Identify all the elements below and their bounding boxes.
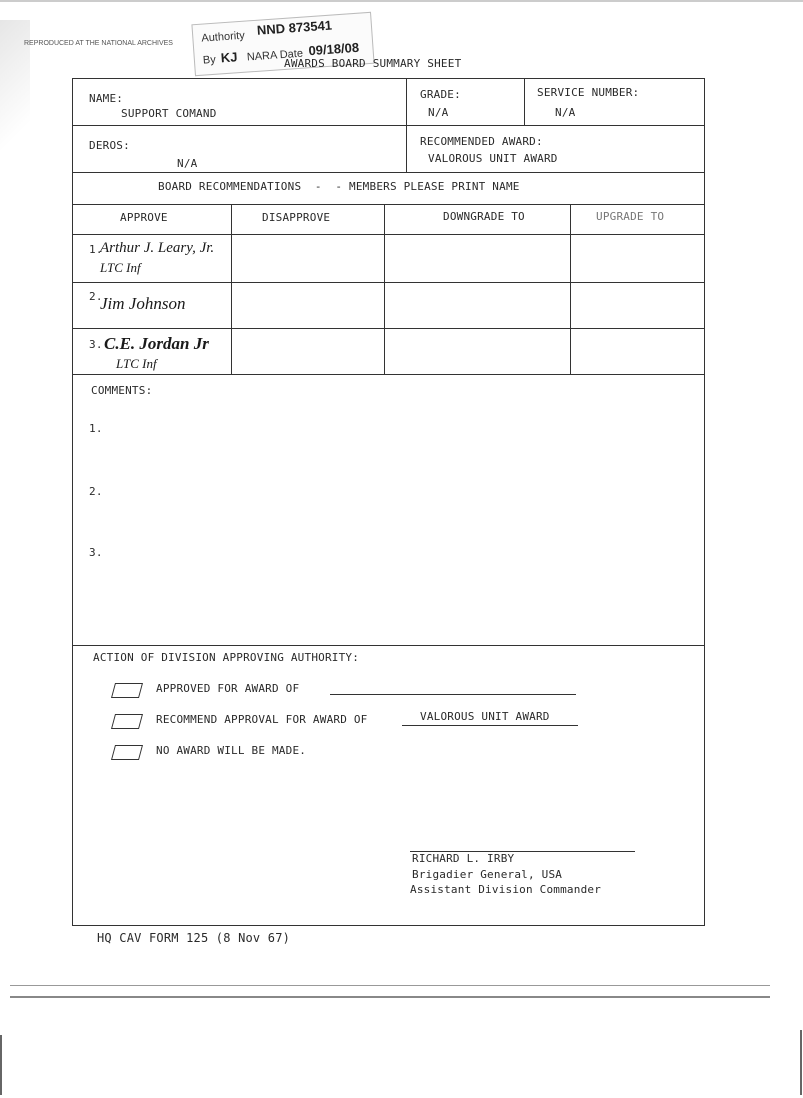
signer-role: Assistant Division Commander — [410, 883, 602, 896]
rule-comments-bottom — [72, 645, 705, 646]
deros-label: DEROS: — [89, 139, 130, 152]
row-number: 2. — [89, 290, 103, 303]
rule-board-bottom — [72, 204, 705, 205]
nara-date-label: NARA Date — [246, 47, 304, 64]
board-recommendations: BOARD RECOMMENDATIONS - - MEMBERS PLEASE PRINT NAME — [158, 180, 520, 193]
approver-rank: LTC Inf — [100, 260, 141, 275]
divider-col3 — [570, 204, 571, 374]
form-footer: HQ CAV FORM 125 (8 Nov 67) — [97, 931, 291, 945]
approved-checkbox[interactable] — [111, 683, 143, 698]
recommended-award-label: RECOMMENDED AWARD: — [420, 135, 543, 148]
approver-signature: Arthur J. Leary, Jr. — [100, 240, 215, 256]
by-label: By — [202, 53, 217, 67]
recommended-award-value: VALOROUS UNIT AWARD — [428, 152, 558, 165]
approver-signature: C.E. Jordan Jr — [104, 334, 209, 353]
rule-name-bottom — [72, 125, 705, 126]
grade-value: N/A — [428, 106, 449, 119]
comment-item: 2. — [89, 485, 103, 498]
comments-label: COMMENTS: — [91, 384, 153, 397]
col-header-approve: APPROVE — [120, 211, 168, 224]
signer-title: Brigadier General, USA — [412, 868, 563, 881]
service-number-label: SERVICE NUMBER: — [537, 86, 640, 99]
rule-row1-bottom — [72, 282, 705, 283]
scan-edge-right — [800, 1030, 802, 1095]
approved-award-line[interactable] — [330, 694, 576, 695]
divider-col1 — [231, 204, 232, 374]
row-number: 1. — [89, 243, 103, 256]
name-label: NAME: — [89, 92, 124, 105]
approver-rank: LTC Inf — [116, 356, 157, 371]
nara-date-value: 09/18/08 — [308, 39, 360, 59]
scan-edge-left — [0, 1035, 2, 1095]
scan-edge-top — [0, 0, 803, 2]
form-border-left — [72, 78, 73, 926]
archives-stamp: REPRODUCED AT THE NATIONAL ARCHIVES — [24, 40, 173, 47]
col-header-downgrade: DOWNGRADE TO — [443, 210, 525, 223]
rule-top — [72, 78, 705, 79]
by-value: KJ — [220, 49, 238, 66]
no-award-label: NO AWARD WILL BE MADE. — [156, 744, 307, 757]
authority-label: Authority — [201, 29, 246, 45]
recommend-label: RECOMMEND APPROVAL FOR AWARD OF — [156, 713, 368, 726]
recommend-checkbox[interactable] — [111, 714, 143, 729]
deros-value: N/A — [177, 157, 198, 170]
scan-edge-bottom — [10, 985, 770, 998]
rule-row2-bottom — [72, 328, 705, 329]
rule-form-bottom — [72, 925, 705, 926]
divider-col2 — [384, 204, 385, 374]
rule-col-header-bottom — [72, 234, 705, 235]
recommend-award-line[interactable] — [402, 725, 578, 726]
divider-grade — [406, 78, 407, 172]
divider-service — [524, 78, 525, 125]
action-label: ACTION OF DIVISION APPROVING AUTHORITY: — [93, 651, 360, 664]
no-award-checkbox[interactable] — [111, 745, 143, 760]
authority-value: NND 873541 — [256, 17, 333, 38]
rule-row3-bottom — [72, 374, 705, 375]
recommend-award-value: VALOROUS UNIT AWARD — [420, 710, 550, 723]
comment-item: 3. — [89, 546, 103, 559]
row-number: 3. — [89, 338, 103, 351]
rule-deros-bottom — [72, 172, 705, 173]
form-title: AWARDS BOARD SUMMARY SHEET — [284, 57, 462, 70]
name-value: SUPPORT COMAND — [121, 107, 217, 120]
form-border-right — [704, 78, 705, 926]
col-header-disapprove: DISAPPROVE — [262, 211, 331, 224]
comment-item: 1. — [89, 422, 103, 435]
signer-name: RICHARD L. IRBY — [412, 852, 515, 865]
col-header-upgrade: UPGRADE TO — [596, 210, 665, 223]
grade-label: GRADE: — [420, 88, 461, 101]
approver-signature: Jim Johnson — [100, 294, 186, 313]
service-number-value: N/A — [555, 106, 576, 119]
approved-label: APPROVED FOR AWARD OF — [156, 682, 300, 695]
